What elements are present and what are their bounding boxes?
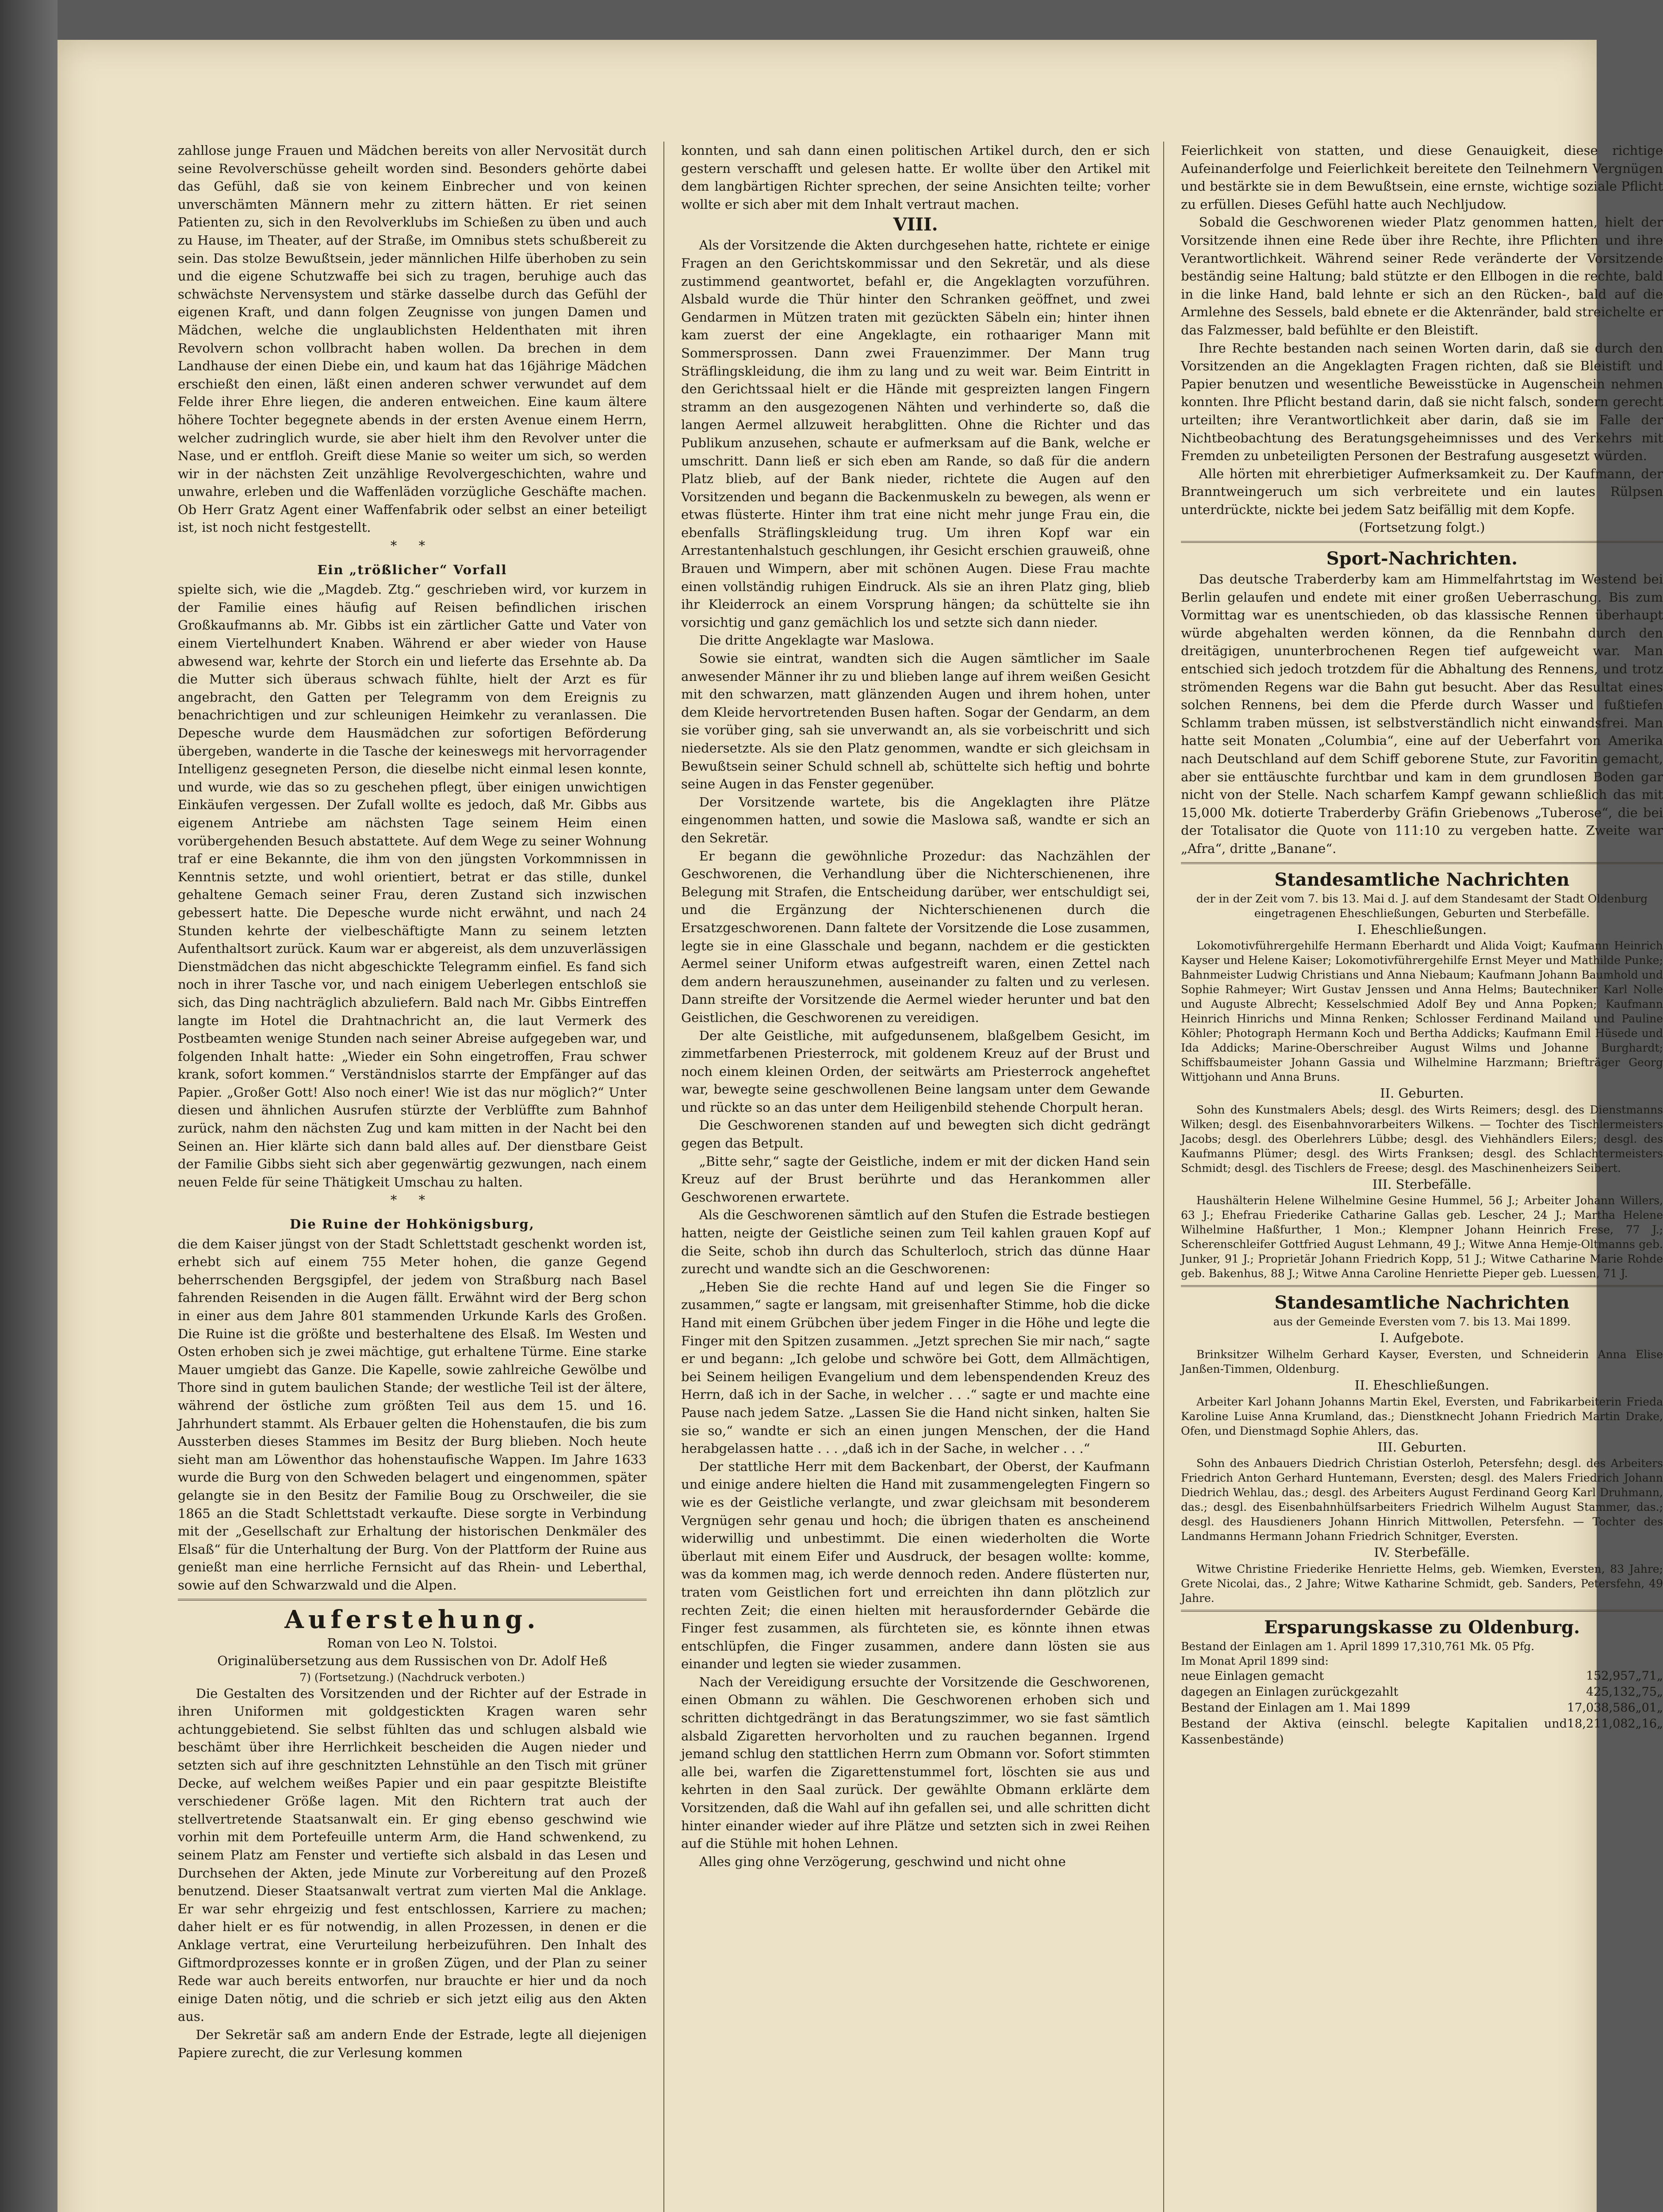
scan-gutter <box>0 0 57 2212</box>
serial-text: Die Gestalten des Vorsitzenden und der Richter auf der Estrade in ihren Uniformen mit goldgestickten Kragen waren sehr achtunggebietend. Sie selbst fühlten das und schlugen alsbald wie beschämt über ihre Herrlichkeit bescheiden die Augen nieder und setzten sich auf ihre geschnitzten Lehnstühle an den Tisch mit grüner Decke, auf welchem weißes Papier und ein paar gespitzte Bleistifte verschiedener Größe lagen. Mit den Richtern trat auch der stellvertretende Staatsanwalt ein. Er ging ebenso geschwind wie vorhin mit dem Portefeuille unterm Arm, die Hand schwenkend, zu seinem Platz am Fenster und vertiefte sich alsbald in das Lesen und Durchsehen der Akten, jede Minute zur Vorbereitung auf den Prozeß benutzend. Dieser Staatsanwalt vertrat zum vierten Mal die Anklage. Er war sehr ehrgeizig und fest entschlossen, Karriere zu machen; daher hielt er es für notwendig, in allen Prozessen, in denen er die Anklage vertrat, eine Verurteilung herbeizuführen. Den Inhalt des Giftmordprozesses konnte er in großen Zügen, und der Plan zu seiner Rede war auch bereits entworfen, nur brauchte er hier und da noch einige Daten nötig, und die schrieb er sich jetzt eilig aus den Akten aus. <box>178 1686 647 2024</box>
divider <box>1181 1285 1663 1287</box>
savings-unit: „ <box>1657 1717 1663 1731</box>
serial-text: Der stattliche Herr mit dem Backenbart, der Oberst, der Kaufmann und einige andere hielten die Hand mit zusammengelegten Fingern so wie es der Geistliche verlangte, und zwar gleichsam mit besonderem Vergnügen sehr genau und hoch; die übrigen thaten es anscheinend widerwillig und unbestimmt. Die einen wiederholten die Worte überlaut mit einem Eifer und Ausdruck, der besagen wollte: komme, was da kommen mag, ich werde dennoch reden. Andere flüsterten nur, traten vom Geistlichen fort und erreichten ihn dann plötzlich zur rechten Zeit; die einen hielten mit herausfordernder Gebärde die Finger fest zusammen, als fürchteten sie, es könnte ihnen etwas entschlüpfen, die Finger zusammen, andere dann lösten sie aus einander und legten sie wieder zusammen. <box>681 1459 1150 1672</box>
savings-unit: „ <box>1635 1669 1642 1683</box>
divider <box>178 1599 647 1601</box>
article-heading: Ein „trößlicher“ Vorfall <box>317 562 507 577</box>
serial-title: Auferstehung. <box>284 1605 540 1634</box>
column-3 <box>1181 142 1663 2212</box>
article-revolver-text: zahllose junge Frauen und Mädchen bereits von aller Nervosität durch seine Revolverschüsse geheilt worden sind. Besonders gehörte dabei das Gefühl, daß sie von keinem Einbrecher und von keinen unverschämten Männern mehr zu zittern hätten. Er riet seinen Patienten zu, sich in den Revolverklubs im Schießen zu üben und auch zu Hause, im Theater, auf der Straße, im Omnibus stets schußbereit zu sein. Das stolze Bewußtsein, jeder männlichen Hilfe überhoben zu sein und die eigene Schutzwaffe bei sich zu tragen, beruhige auch das schwächste Nervensystem und stärke dasselbe durch das Gefühl der eigenen Kraft, und dann folgen Zeugnisse von jungen Damen und Mädchen, welche die unglaublichsten Heldenthaten mit ihren Revolvern schon vollbracht haben wollen. Da brechen in dem Landhause der einen Diebe ein, und kaum hat das 16jährige Mädchen erschießt den einen, läßt einen anderen schwer verwundet auf dem Felde ihrer Ehre liegen, die anderen entweichen. Eine kaum ältere höhere Tochter begegnete abends in der ersten Avenue einem Herrn, welcher zudringlich wurde, sie aber hielt ihm den Revolver unter die Nase, und er entfloh. Greift diese Manie so weiter um sich, so werden wir in der nächsten Zeit unzählige Revolvergeschichten, wahre und unwahre, erleben und die Waffenläden vorzügliche Geschäfte machen. Ob Herr Gratz Agent einer Waffenfabrik oder selbst an einer beteiligt ist, ist noch nicht festgestellt. <box>178 143 647 535</box>
registry-oldenburg-heading: Standesamtliche Nachrichten <box>1274 869 1570 890</box>
savings-table <box>1181 1668 1663 1748</box>
serial-text: „Heben Sie die rechte Hand auf und legen Sie die Finger so zusammen,“ sagte er langsam, mit greisenhafter Stimme, hob die dicke Hand mit einem Grübchen über jedem Finger in die Höhe und legte die Finger mit den Spitzen zusammen. „Jetzt sprechen Sie mir nach,“ sagte er und begann: „Ich gelobe und schwöre bei Gott, dem Allmächtigen, bei Seinem heiligen Evangelium und dem lebenspendenden Kreuz des Herrn, daß ich in der Sache, in welcher . . .“ sagte er und machte eine Pause nach jedem Satze. „Lassen Sie die Hand nicht sinken, halten Sie sie so,“ wandte er sich an einen jungen Menschen, der die Hand herabgelassen hatte . . . „daß ich in der Sache, in welcher . . .“ <box>681 1279 1150 1456</box>
registry-eversten-subtitle: aus der Gemeinde Eversten vom 7. bis 13. Mai 1899. <box>1273 1315 1571 1329</box>
article-heading: Die Ruine der Hohkönigsburg, <box>290 1217 535 1232</box>
serial-text: Alle hörten mit ehrerbietiger Aufmerksamkeit zu. Der Kaufmann, der Branntweingeruch um sich verbreitete und ein lautes Rülpsen unterdrückte, nickte bei jedem Satz beifällig mit dem Kopfe. <box>1181 466 1663 517</box>
serial-text: „Bitte sehr,“ sagte der Geistliche, indem er mit der dicken Hand sein Kreuz auf der Brust berührte und das Herankommen aller Geschworenen erwartete. <box>681 1153 1150 1205</box>
serial-translator: Originalübersetzung aus dem Russischen von Dr. Adolf Heß <box>217 1653 607 1669</box>
divider <box>1181 862 1663 864</box>
registry-section-heading: IV. Sterbefälle. <box>1374 1545 1470 1560</box>
savings-month: Im Monat April 1899 sind: <box>1181 1654 1329 1667</box>
serial-text: konnten, und sah dann einen politischen Artikel durch, den er sich gestern verschafft und gelesen hatte. Er wollte über den Artikel mit dem langbärtigen Richter sprechen, der seine Ansichten teilte; vorher wollte er sich aber mit dem Inhalt vertraut machen. <box>681 143 1150 212</box>
savings-unit: „ <box>1635 1717 1642 1731</box>
serial-continued: 7) (Fortsetzung.) (Nachdruck verboten.) <box>299 1671 525 1684</box>
serial-text: Sowie sie eintrat, wandten sich die Augen sämtlicher im Saale anwesender Männer ihr zu und blieben lange auf ihrem weißen Gesicht mit den schwarzen, matt glänzenden Augen und ihrem hohen, unter dem Kleide hervortretenden Busen haften. Sogar der Gendarm, an dem sie vorüber ging, sah sie unverwandt an, als sie vorbeischritt und sich niedersetzte. Als sie den Platz genommen, wandte er sich gleichsam in Bewußtsein seiner Schuld schnell ab, schüttelte sich heftig und bohrte seine Augen in das Fenster gegenüber. <box>681 651 1150 792</box>
registry-section-heading: III. Sterbefälle. <box>1372 1176 1472 1192</box>
savings-intro: Bestand der Einlagen am 1. April 1899 17,310,761 Mk. 05 Pfg. <box>1181 1640 1535 1653</box>
savings-pf: 71 <box>1641 1669 1657 1683</box>
column-2 <box>681 142 1150 2212</box>
column-1 <box>178 142 647 2212</box>
serial-text: Der alte Geistliche, mit aufgedunsenem, blaßgelbem Gesicht, im zimmetfarbenen Priesterrock, mit goldenem Kreuz auf der Brust und noch einem kleinen Orden, der seitwärts am Priesterrock angeheftet war, bewegte seine geschwollenen Beine langsam unter dem Gewande und rückte so an das unter dem Heiligenbild stehende Chorpult heran. <box>681 1028 1150 1115</box>
registry-entries: Haushälterin Helene Wilhelmine Gesine Hummel, 56 J.; Arbeiter Johann Willers, 63 J.; Ehefrau Friederike Catharine Gallas geb. Lescher, 24 J.; Martha Helene Wilhelmine Haßfurther, 1 Mon.; Klempner Johann Heinrich Frese, 77 J.; Scherenschleifer Gottfried August Lehmann, 49 J.; Witwe Anna Hemje-Oltmanns geb. Junker, 91 J.; Proprietär Johann Friedrich Kopp, 51 J.; Witwe Catharine Marie Rohde geb. Bakenhus, 88 J.; Witwe Anna Caroline Henriette Pieper geb. Luessen, 71 J. <box>1181 1194 1663 1280</box>
serial-text: Sobald die Geschworenen wieder Platz genommen hatten, hielt der Vorsitzende ihnen eine Rede über ihre Rechte, ihre Pflichten und ihre Verantwortlichkeit. Während seiner Rede veränderte der Vorsitzende beständig seine Haltung; bald stützte er den Ellbogen in die rechte, bald in die linke Hand, bald lehnte er sich an den Rücken-, bald auf die Armlehne des Sessels, bald ebnete er die Aktenränder, bald streichelte er das Falzmesser, bald befühlte er den Bleistift. <box>1181 215 1663 338</box>
savings-label: Bestand der Einlagen am 1. Mai 1899 <box>1181 1701 1410 1715</box>
serial-text: Er begann die gewöhnliche Prozedur: das Nachzählen der Geschworenen, die Verhandlung über die Nichterschienenen, ihre Belegung mit Strafen, die Entscheidung darüber, wer entschuldigt sei, und die Ergänzung der Nichterschienenen durch die Ersatzgeschworenen. Dann faltete der Vorsitzende die Lose zusammen, legte sie in eine Glasschale und begann, nachdem er die gestickten Aermel seiner Uniform etwas aufgestreift waren, einen Zettel nach dem andern herauszunehmen, auseinander zu falten und zu verlesen. Dann streifte der Vorsitzende die Aermel wieder herunter und bat den Geistlichen, die Geschworenen zu vereidigen. <box>681 848 1150 1025</box>
savings-pf: 75 <box>1641 1685 1657 1699</box>
divider <box>1181 541 1663 543</box>
savings-unit: „ <box>1635 1685 1642 1699</box>
savings-unit: „ <box>1635 1701 1642 1715</box>
savings-pf: 01 <box>1641 1701 1657 1715</box>
sport-heading: Sport-Nachrichten. <box>1326 548 1518 569</box>
serial-text: Als der Vorsitzende die Akten durchgesehen hatte, richtete er einige Fragen an den Gerichtskommissar und den Sekretär, und als diese zustimmend geantwortet, befahl er, die Angeklagten vorzuführen. Alsbald wurde die Thür hinter den Schranken geöffnet, und zwei Gendarmen in Mützen traten mit gezückten Säbeln ein; hinter ihnen kam zuerst der eine Angeklagte, ein rothaariger Mann mit Sommersprossen. Dann zwei Frauenzimmer. Der Mann trug Sträflingskleidung, die ihm zu lang und zu weit war. Beim Eintritt in den Gerichtssaal hielt er die Hände mit gespreizten langen Fingern stramm an den ausgezogenen Nähten und verhinderte so, daß die langen Aermel allzuweit herabglitten. Ohne die Richter und das Publikum anzusehen, schaute er aufmerksam auf die Bank, welche er umschritt. Dann ließ er sich eben am Rande, so daß für die andern Platz blieb, auf der Bank nieder, richtete die Augen auf den Vorsitzenden und begann die Backenmuskeln zu bewegen, als wenn er etwas flüsterte. Hinter ihm trat eine nicht mehr junge Frau ein, die ebenfalls Sträflingskleidung trug. Um ihren Kopf war ein Arrestantenhalstuch geschlungen, ihr Gesicht erschien grauweiß, ohne Brauen und Wimpern, aber mit schönen Augen. Diese Frau machte einen vollständig ruhigen Eindruck. Als sie an ihren Platz ging, blieb ihr Kleiderrock an einem Vorsprung hängen; da schüttelte sie ihn vorsichtig und ganz gemächlich los und setzte sich dann nieder. <box>681 238 1150 630</box>
serial-text: Als die Geschworenen sämtlich auf den Stufen die Estrade bestiegen hatten, neigte der Geistliche seinen zum Teil kahlen grauen Kopf auf die Seite, schob ihn durch das Schulterloch, strich das dünne Haar zurecht und wandte sich an die Geschworenen: <box>681 1207 1150 1277</box>
article-ruine-text: die dem Kaiser jüngst von der Stadt Schlettstadt geschenkt worden ist, erhebt sich auf einem 755 Meter hohen, die ganze Gegend beherrschenden Bergsgipfel, der jedem von Straßburg nach Basel fahrenden Reisenden in die Augen fällt. Erwähnt wird der Berg schon in einer aus dem Jahre 801 stammenden Urkunde Karls des Großen. Die Ruine ist die größte und besterhaltene des Elsaß. Im Westen und Osten erhoben sich je zwei mächtige, gut erhaltene Türme. Eine starke Mauer umgiebt das Ganze. Die Kapelle, sowie zahlreiche Gewölbe und Thore sind in gutem baulichen Stande; der westliche Teil ist der ältere, während der östliche zum größten Teil aus dem 15. und 16. Jahrhundert stammt. Als Erbauer gelten die Hohenstaufen, die bis zum Aussterben dieses Stammes im Besitz der Burg blieben. Noch heute sieht man am Löwenthor das hohenstaufische Wappen. Im Jahre 1633 wurde die Burg von den Schweden belagert und eingenommen, später gelangte sie in den Besitz der Familie Boug zu Orschweiler, die sie 1865 an die Stadt Schlettstadt verkaufte. Diese sorgte in Verbindung mit der „Gesellschaft zur Erhaltung der historischen Denkmäler des Elsaß“ für die Unterhaltung der Burg. Von der Plattform der Ruine aus genießt man eine herrliche Fernsicht auf das Rhein- und Leberthal, sowie auf den Schwarzwald und die Alpen. <box>178 1236 647 1593</box>
registry-entries: Lokomotivführergehilfe Hermann Eberhardt und Alida Voigt; Kaufmann Heinrich Kayser und Helene Kaiser; Lokomotivführergehilfe Ernst Meyer und Mathilde Punke; Bahnmeister Ludwig Christians und Anna Niebaum; Kaufmann Johann Baumhold und Sophie Rahmeyer; Wirt Gustav Jenssen und Anna Helms; Bautechniker Karl Nolle und Auguste Albrecht; Kesselschmied Adolf Bey und Anna Popken; Kaufmann Heinrich Hinrichs und Minna Renken; Schlosser Ferdinand Mailand und Pauline Köhler; Photograph Hermann Koch und Bertha Addicks; Kaufmann Emil Hüsede und Ida Addicks; Marine-Oberschreiber August Wilms und Johanne Burghardt; Schiffsbaumeister Johann Gassia und Wilhelmine Harzmann; Briefträger Georg Wittjohann und Anna Bruns. <box>1181 939 1663 1084</box>
chapter-number: VIII. <box>893 214 938 235</box>
savings-unit: „ <box>1657 1685 1663 1699</box>
divider <box>1181 1610 1663 1612</box>
savings-row <box>1181 1716 1663 1748</box>
savings-label: neue Einlagen gemacht <box>1181 1669 1324 1683</box>
registry-section-heading: III. Geburten. <box>1377 1439 1467 1455</box>
serial-text: Alles ging ohne Verzögerung, geschwind und nicht ohne <box>699 1854 1066 1869</box>
section-stars: * * <box>390 1192 434 1208</box>
serial-text: Die dritte Angeklagte war Maslowa. <box>699 633 935 648</box>
savings-row <box>1181 1668 1663 1684</box>
savings-bank-heading: Ersparungskasse zu Oldenburg. <box>1264 1617 1580 1638</box>
section-stars: * * <box>390 538 434 553</box>
serial-subtitle: Roman von Leo N. Tolstoi. <box>327 1635 498 1651</box>
serial-to-be-continued: (Fortsetzung folgt.) <box>1359 520 1485 535</box>
serial-text: Der Sekretär saß am andern Ende der Estrade, legte all diejenigen Papiere zurecht, die zur Verlesung kommen <box>178 2027 647 2060</box>
serial-text: Die Geschworenen standen auf und bewegten sich dicht gedrängt gegen das Betpult. <box>681 1118 1150 1151</box>
savings-amount: 152,957 <box>1586 1669 1636 1683</box>
savings-label: dagegen an Einlagen zurückgezahlt <box>1181 1685 1399 1699</box>
registry-eversten-heading: Standesamtliche Nachrichten <box>1274 1292 1570 1313</box>
serial-text: Der Vorsitzende wartete, bis die Angeklagten ihre Plätze eingenommen hatten, und sowie die Maslowa saß, wandte er sich an den Sekretär. <box>681 794 1150 845</box>
savings-unit: „ <box>1657 1669 1663 1683</box>
savings-row <box>1181 1700 1663 1716</box>
column-rule <box>1163 142 1164 2212</box>
registry-entries: Sohn des Anbauers Diedrich Christian Osterloh, Petersfehn; desgl. des Arbeiters Friedrich Anton Gerhard Huntemann, Eversten; desgl. des Malers Friedrich Johann Diedrich Wehlau, das.; desgl. des Arbeiters August Ferdinand Georg Karl Druhmann, das.; desgl. des Eisenbahnhülfsarbeiters Friedrich Wilhelm August Stammer, das.; desgl. des Hausdieners Johann Hinrich Mittwollen, Petersfehn. — Tochter des Landmanns Hermann Johann Friedrich Schnitger, Eversten. <box>1181 1457 1663 1543</box>
registry-entries: Sohn des Kunstmalers Abels; desgl. des Wirts Reimers; desgl. des Dienstmanns Wilken; desgl. des Eisenbahnvorarbeiters Wilkens. — Tochter des Tischlermeisters Jacobs; desgl. des Oberlehrers Lübbe; desgl. des Viehhändlers Eilers; desgl. des Kaufmanns Plümer; desgl. des Wirts Franksen; desgl. des Schlachtermeisters Schmidt; desgl. des Tischlers de Freese; desgl. des Maschinenheizers Seibert. <box>1181 1103 1663 1175</box>
serial-text: Nach der Vereidigung ersuchte der Vorsitzende die Geschworenen, einen Obmann zu wählen. Die Geschworenen erhoben sich und schritten dichtgedrängt in das Beratungszimmer, wo sie fast sämtlich alsbald Zigaretten hervorholten und zu rauchen begannen. Irgend jemand schlug den stattlichen Herrn zum Obmann vor. Sofort stimmten alle bei, warfen die Zigarettenstummel fort, löschten sie aus und kehrten in den Saal zurück. Der gewählte Obmann erklärte dem Vorsitzenden, daß die Wahl auf ihn gefallen sei, und alle schritten dicht hinter einander wieder auf ihre Plätze und setzten sich in zwei Reihen auf die Stühle mit hohen Lehnen. <box>681 1674 1150 1851</box>
serial-text: Feierlichkeit von statten, und diese Genauigkeit, diese richtige Aufeinanderfolge und Feierlichkeit bereitete den Teilnehmern Vergnügen und bestärkte sie in dem Bewußtsein, eine ernste, wichtige soziale Pflicht zu erfüllen. Dieses Gefühl hatte auch Nechljudow. <box>1181 143 1663 212</box>
column-rule <box>663 142 664 2212</box>
sport-text: Das deutsche Traberderby kam am Himmelfahrtstag im Westend bei Berlin gelaufen und endete mit einer großen Ueberraschung. Bis zum Vormittag war es unentschieden, ob das klassische Rennen überhaupt würde abgehalten werden können, da die Rennbahn durch den dreitägigen, ununterbrochenen Regen tief aufgeweicht war. Man entschied sich jedoch trotzdem für die Abhaltung des Rennens, und trotz strömenden Regens war die Bahn gut besucht. Aber das Resultat eines solchen Rennens, bei dem die Pferde durch Wasser und fußtiefen Schlamm traben müssen, ist selbstverständlich nicht einwandsfrei. Man hatte seit Monaten „Columbia“, eine auf der Ueberfahrt von Amerika nach Deutschland auf dem Schiff geborene Stute, zur Favoritin gemacht, aber sie enttäuschte furchtbar und kam in dem grundlosen Boden gar nicht von der Stelle. Nach scharfem Kampf gewann schließlich das mit 15,000 Mk. dotierte Traberderby Gräfin Griebenows „Tuberose“, die bei der Totalisator die Quote von 111:10 zu vergeben hatte. Zweite war „Afra“, dritte „Banane“. <box>1181 572 1663 856</box>
newspaper-page <box>57 40 1663 2212</box>
savings-pf: 16 <box>1641 1717 1657 1731</box>
registry-entries: Witwe Christine Friederike Henriette Helms, geb. Wiemken, Eversten, 83 Jahre; Grete Nicolai, das., 2 Jahre; Witwe Katharine Schmidt, geb. Sanders, Petersfehn, 49 Jahre. <box>1181 1562 1663 1605</box>
savings-amount: 425,132 <box>1586 1685 1636 1699</box>
registry-section-heading: II. Geburten. <box>1380 1086 1464 1101</box>
registry-oldenburg-subtitle: der in der Zeit vom 7. bis 13. Mai d. J. auf dem Standesamt der Stadt Oldenburg eingetragenen Eheschließungen, Geburten und Sterbefälle. <box>1196 892 1648 920</box>
registry-section-heading: I. Aufgebote. <box>1379 1330 1464 1346</box>
savings-amount: 18,211,082 <box>1567 1717 1636 1731</box>
registry-entries: Brinksitzer Wilhelm Gerhard Kayser, Eversten, und Schneiderin Anna Elise Janßen-Timmen, Oldenburg. <box>1181 1348 1663 1375</box>
savings-unit: „ <box>1657 1701 1663 1715</box>
registry-section-heading: II. Eheschließungen. <box>1354 1377 1490 1393</box>
article-gibbs-text: spielte sich, wie die „Magdeb. Ztg.“ geschrieben wird, vor kurzem in der Familie eines häufig auf Reisen befindlichen irischen Großkaufmanns ab. Mr. Gibbs ist ein zärtlicher Gatte und Vater von einem Viertelhundert Knaben. Während er aber wieder von Hause abwesend war, kehrte der Storch ein und lieferte das Ersehnte ab. Da die Mutter sich überaus schwach fühlte, hielt der Arzt es für angebracht, den Gatten per Telegramm von dem Ereignis zu benachrichtigen und zur schleunigen Heimkehr zu veranlassen. Die Depesche wurde dem Hausmädchen zur sofortigen Beförderung übergeben, wanderte in die Tasche der keineswegs mit hervorragender Intelligenz gesegneten Person, die dieselbe nicht einmal lesen konnte, und wurde, wie das so zu geschehen pflegt, über einigen unwichtigen Einkäufen vergessen. Der Zufall wollte es jedoch, daß Mr. Gibbs aus eigenem Antriebe am nächsten Tage seinem Heim einen vorübergehenden Besuch abstattete. Auf dem Wege zu seiner Wohnung traf er eine Bekannte, die ihm von den jüngsten Vorkommnissen in Kenntnis setzte, und wohl orientiert, betrat er das stille, dunkel gehaltene Gemach seiner Frau, deren Zustand sich inzwischen gebessert hatte. Die Depesche wurde nicht erwähnt, und nach 24 Stunden kehrte der vielbeschäftigte Mann zu seinem letzten Aufenthaltsort zurück. Kaum war er abgereist, als dem unzuverlässigen Dienstmädchen das nicht abgeschickte Telegramm einfiel. Es fand sich noch in ihrer Tasche vor, und nach einigem Ueberlegen entschloß sie sich, das Ding nachträglich abzuliefern. Bald nach Mr. Gibbs Eintreffen langte im Hotel die Drahtnachricht an, die laut Vermerk des Postbeamten wenige Stunden nach seiner Abreise aufgegeben war, und folgenden Inhalt hatte: „Wieder ein Sohn eingetroffen, Frau schwer krank, sofort kommen.“ Verständnislos starrte der Empfänger auf das Papier. „Großer Gott! Also noch einer! Wie ist das nur möglich?“ Unter diesen und ähnlichen Ausrufen stürzte der Verblüffte zum Bahnhof zurück, nahm den nächsten Zug und kam mitten in der Nacht bei den Seinen an. Hier klärte sich dann bald alles auf. Der dienstbare Geist der Familie Gibbs sieht sich aber gegenwärtig gezwungen, nach einem neuen Felde für seine Thätigkeit Umschau zu halten. <box>178 582 647 1190</box>
savings-row <box>1181 1684 1663 1700</box>
registry-section-heading: I. Eheschließungen. <box>1357 922 1487 937</box>
serial-text: Ihre Rechte bestanden nach seinen Worten darin, daß sie durch den Vorsitzenden an die Angeklagten Fragen richten, daß sie Bleistift und Papier benutzen und wesentliche Beweisstücke in Augenschein nehmen konnten. Ihre Pflicht bestand darin, daß sie nicht falsch, sondern gerecht urteilten; ihre Verantwortlichkeit aber darin, daß sie im Falle der Nichtbeobachtung des Beratungsgeheimnisses und des Verkehrs mit Fremden zu unbeteiligten Personen der Bestrafung ausgesetzt würden. <box>1181 340 1663 464</box>
registry-entries: Arbeiter Karl Johann Johanns Martin Ekel, Eversten, und Fabrikarbeiterin Frieda Karoline Luise Anna Krumland, das.; Dienstknecht Johann Friedrich Martin Drake, Ofen, und Dienstmagd Sophie Ahlers, das. <box>1181 1395 1663 1437</box>
savings-label: Bestand der Aktiva (einschl. belegte Kapitalien und Kassenbestände) <box>1181 1717 1567 1747</box>
savings-amount: 17,038,586 <box>1567 1701 1636 1715</box>
